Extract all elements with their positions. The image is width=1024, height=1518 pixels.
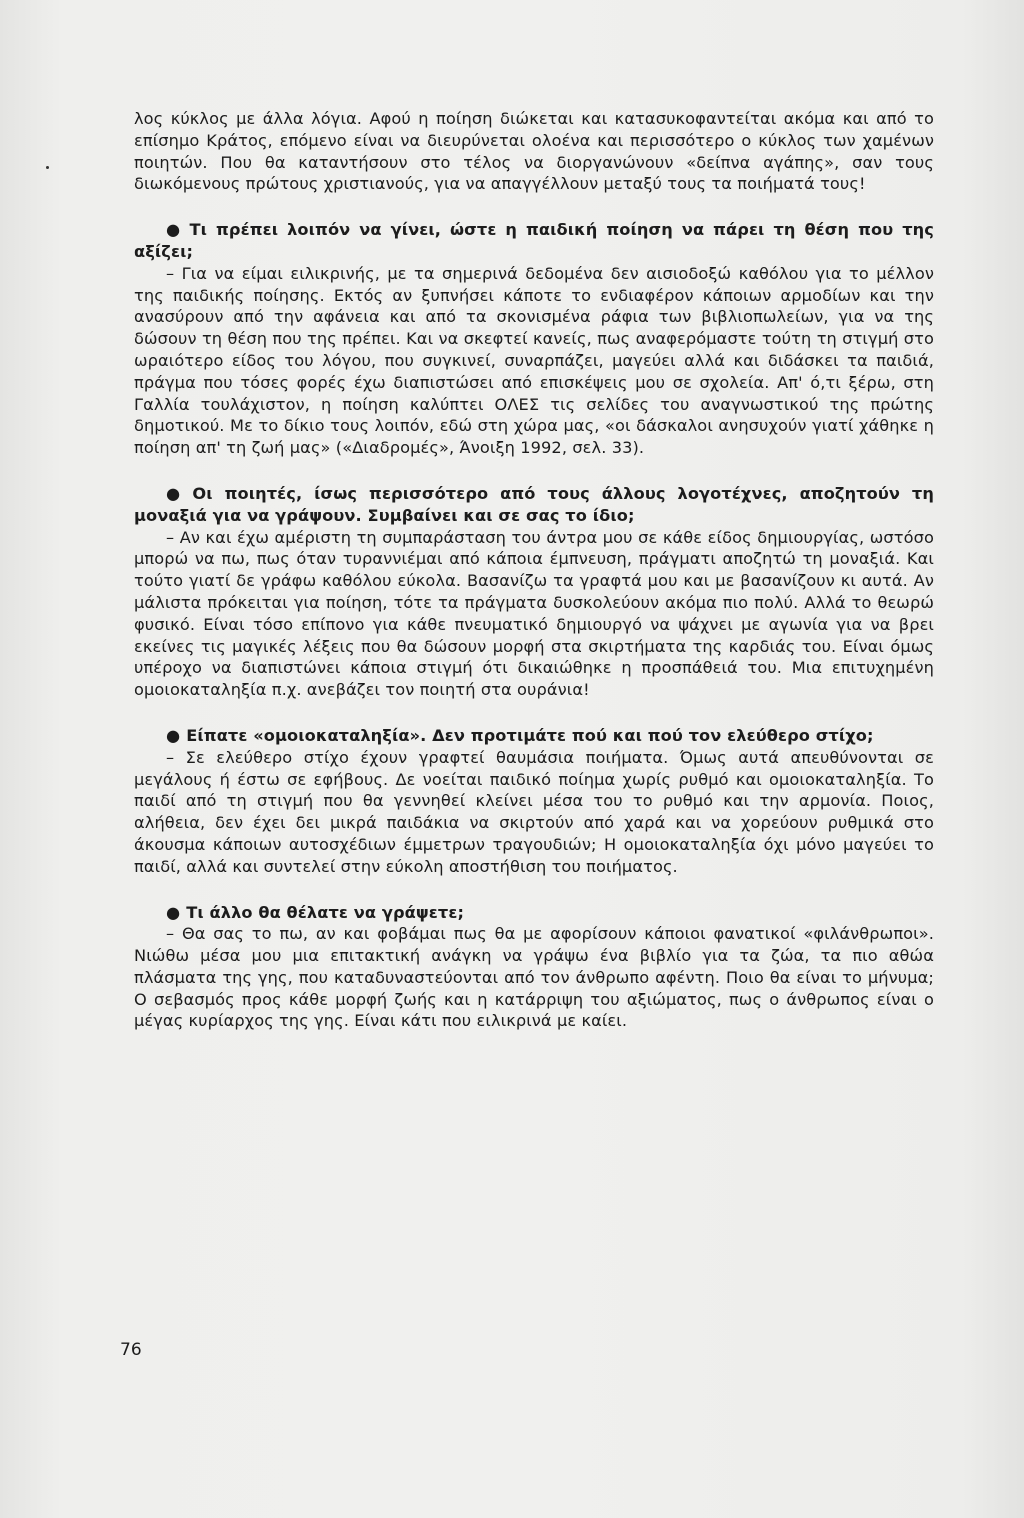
question-text: Τι άλλο θα θέλατε να γράψετε; bbox=[186, 902, 465, 922]
question-3 bbox=[134, 725, 934, 747]
question-2 bbox=[134, 483, 934, 527]
margin-mark bbox=[46, 166, 49, 169]
answer-3: – Σε ελεύθερο στίχο έχουν γραφτεί θαυμάσια ποιήματα. Όμως αυτά απευθύνονται σε μεγάλους ή έστω σε εφήβους. Δε νοείται παιδικό ποίημα χωρίς ρυθμό και ομοιοκαταληξία. Το παιδί από τη στιγμή που θα γεννηθεί κλείνει μέσα του το ρυθμό και την αρμονία. Ποιος, αλήθεια, δεν έχει δει μικρά παιδάκια να σκιρτούν από χαρά και να χορεύουν ρυθμικά στο άκουσμα κάποιων αυτοσχέδιων έμμετρων τραγουδιών; Η ομοιοκαταληξία όχι μόνο μαγεύει το παιδί, αλλά και συντελεί στην εύκολη αποστήθιση του ποιήματος. bbox=[134, 747, 934, 876]
bullet-icon: ● bbox=[166, 483, 187, 503]
page-number: 76 bbox=[120, 1340, 142, 1360]
intro-paragraph: λος κύκλος με άλλα λόγια. Αφού η ποίηση διώκεται και κατασυκοφαντείται ακόμα και από το επίσημο Κράτος, επόμενο είναι να διευρύνεται ολοένα και περισσότερο ο κύκλος των χαμένων ποιητών. Που θα καταντήσουν στο τέλος να διοργανώνουν «δείπνα αγάπης», σαν τους διωκόμενους πρώτους χριστιανούς, για να απαγγέλλουν μεταξύ τους τα ποιήματά τους! bbox=[134, 109, 934, 194]
question-1 bbox=[134, 219, 934, 263]
bullet-icon: ● bbox=[166, 220, 184, 240]
answer-4: – Θα σας το πω, αν και φοβάμαι πως θα με αφορίσουν κάποιοι φανατικοί «φιλάνθρωποι». Νιώθω μέσα μου μια επιτακτική ανάγκη να γράψω ένα βιβλίο για τα ζώα, τα πιο αθώα πλάσματα της γης, που καταδυναστεύονται από τον άνθρωπο αφέντη. Ποιο θα είναι το μήνυμα; Ο σεβασμός προς κάθε μορφή ζωής και η κατάρριψη του αξιώματος, πως ο άνθρωπος είναι ο μέγας κυρίαρχος της γης. Είναι κάτι που ειλικρινά με καίει. bbox=[134, 924, 934, 1031]
question-text: Είπατε «ομοιοκαταληξία». Δεν προτιμάτε πού και πού τον ελεύθερο στίχο; bbox=[186, 725, 874, 745]
page-body bbox=[134, 108, 934, 1032]
bullet-icon: ● bbox=[166, 725, 181, 745]
question-4 bbox=[134, 902, 934, 924]
question-text: Οι ποιητές, ίσως περισσότερο από τους άλλους λογοτέχνες, αποζητούν τη μοναξιά για να γράψουν. Συμβαίνει και σε σας το ίδιο; bbox=[134, 483, 934, 525]
question-text: Τι πρέπει λοιπόν να γίνει, ώστε η παιδική ποίηση να πάρει τη θέση που της αξίζει; bbox=[134, 220, 934, 261]
answer-1: – Για να είμαι ειλικρινής, με τα σημερινά δεδομένα δεν αισιοδοξώ καθόλου για το μέλλον της παιδικής ποίησης. Εκτός αν ξυπνήσει κάποτε το ενδιαφέρον κάποιων αρμοδίων και την ανασύρουν από την αφάνεια και από τα σκονισμένα ράφια των βιβλιοπωλείων, για να της δώσουν τη θέση που της πρέπει. Και να σκεφτεί κανείς, πως αναφερόμαστε τούτη τη στιγμή στο ωραιότερο είδος του λόγου, που συγκινεί, συναρπάζει, μαγεύει αλλά και διδάσκει τα παιδιά, πράγμα που τόσες φορές έχω διαπιστώσει από επισκέψεις μου σε σχολεία. Απ' ό,τι ξέρω, στη Γαλλία τουλάχιστον, η ποίηση καλύπτει ΟΛΕΣ τις σελίδες του αναγνωστικού της πρώτης δημοτικού. Με το δίκιο τους λοιπόν, εδώ στη χώρα μας, «οι δάσκαλοι ανησυχούν γιατί χάθηκε η ποίηση απ' τη ζωή μας» («Διαδρομές», Άνοιξη 1992, σελ. 33). bbox=[134, 263, 934, 458]
bullet-icon: ● bbox=[166, 902, 181, 922]
answer-2: – Αν και έχω αμέριστη τη συμπαράσταση του άντρα μου σε κάθε είδος δημιουργίας, ωστόσο μπορώ να πω, πως όταν τυραννιέμαι από κάποια έμπνευση, πράγματι αποζητώ τη μοναξιά. Και τούτο γιατί δε γράφω καθόλου εύκολα. Βασανίζω τα γραφτά μου και με βασανίζουν κι αυτά. Αν μάλιστα πρόκειται για ποίηση, τότε τα πράγματα δυσκολεύουν ακόμα πιο πολύ. Αλλά το θεωρώ φυσικό. Είναι τόσο επίπονο για κάθε πνευματικό δημιουργό να ψάχνει με αγωνία για να βρει εκείνες τις μαγικές λέξεις που θα δώσουν μορφή στα σκιρτήματα της καρδιάς του. Είναι όμως υπέροχο να διαπιστώνει κάποια στιγμή ότι δικαιώθηκε η προσπάθειά του. Μια επιτυχημένη ομοιοκαταληξία π.χ. ανεβάζει τον ποιητή στα ουράνια! bbox=[134, 527, 934, 700]
